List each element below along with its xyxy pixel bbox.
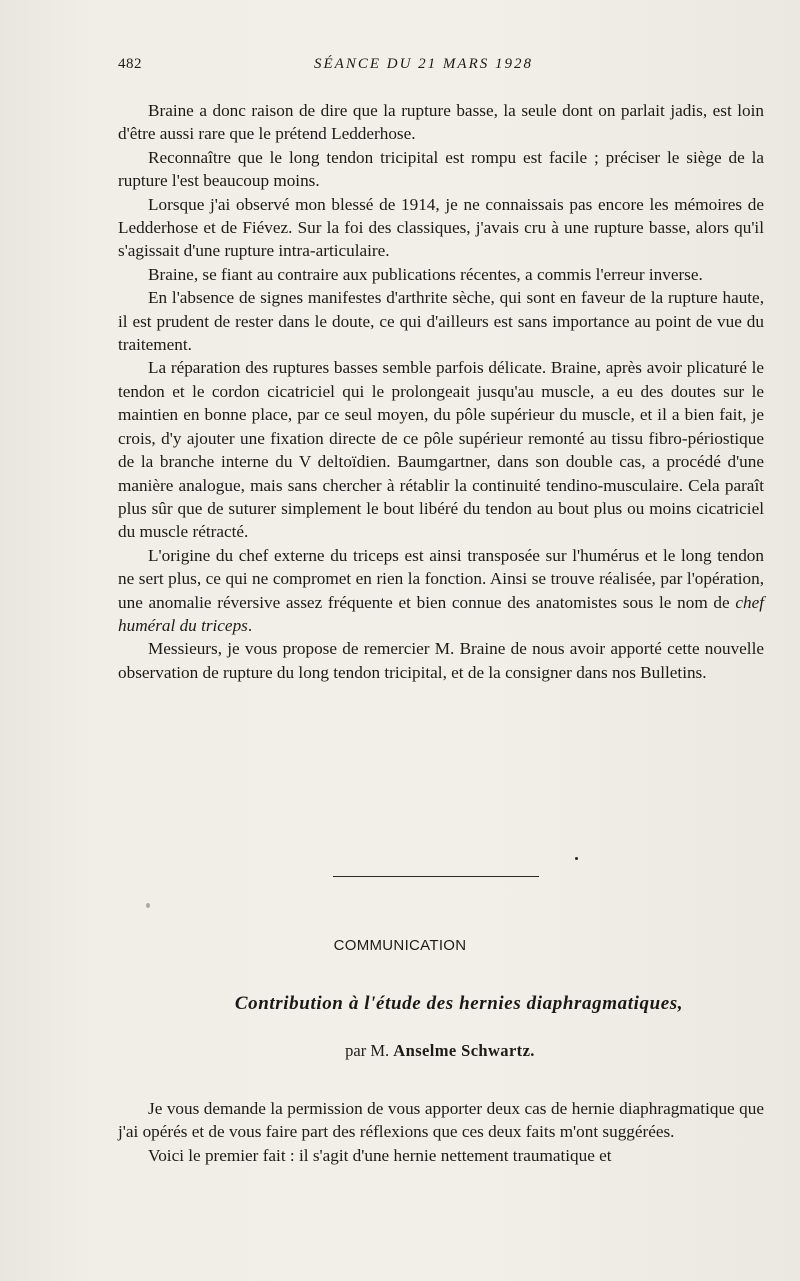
body-text [118, 99, 764, 684]
section-label: COMMUNICATION [333, 937, 467, 954]
byline-prefix: par M. [345, 1041, 390, 1060]
paragraph: En l'absence de signes manifestes d'arthrite sèche, qui sont en faveur de la rupture haute, il est prudent de rester dans le doute, ce qui d'ailleurs est sans importance au point de vue du traitement. [118, 288, 764, 355]
section-divider [333, 876, 539, 877]
italic-term: chef huméral du triceps [118, 592, 764, 635]
paragraph: Reconnaître que le long tendon tricipital est rompu est facile ; préciser le siège de la rupture l'est beaucoup moins. [118, 147, 764, 191]
dust-speck [575, 857, 578, 860]
page-number: 482 [118, 56, 142, 72]
running-head-title: SÉANCE DU 21 MARS 1928 [314, 56, 533, 72]
paragraph: Braine a donc raison de dire que la rupture basse, la seule dont on parlait jadis, est loin d'être aussi rare que le prétend Ledderhose. [118, 101, 764, 144]
paragraph-text: L'origine du chef externe du triceps est ainsi transposée sur l'humérus et le long tendon ne sert plus, ce qui ne compromet en rien la fonction. Ainsi se trouve réalisée, par l'opération, une anomalie réversive assez fréquente et bien connue des anatomistes sous le nom de [118, 545, 764, 612]
paragraph: Lorsque j'ai observé mon blessé de 1914, je ne connaissais pas encore les mémoires de Ledderhose et de Fiévez. Sur la foi des classiques, j'avais cru à une rupture basse, alors qu'il s'agissait d'une rupture intra-articulaire. [118, 194, 764, 261]
byline [0, 1041, 800, 1061]
author-name: Anselme Schwartz. [393, 1041, 535, 1060]
paragraph: La réparation des ruptures basses semble parfois délicate. Braine, après avoir plicaturé le tendon et le cordon cicatriciel qui le prolongeait jusqu'au muscle, a eu des doutes sur le maintien en bonne place, par ce seul moyen, du pôle supérieur du muscle, et il a bien fait, je crois, d'y ajouter une fixation directe de ce pôle supérieur remonté au tissu fibro-périostique de la branche interne du V deltoïdien. Baumgartner, dans son double cas, a procédé d'une manière analogue, mais sans chercher à rétablir la continuité tendino-musculaire. Cela paraît plus sûr que de suturer simplement le bout libéré du tendon au bout plus ou moins cicatriciel du muscle rétracté. [118, 358, 764, 542]
paragraph: Je vous demande la permission de vous apporter deux cas de hernie diaphragmatique que j'ai opérés et de vous faire part des réflexions que ces deux faits m'ont suggérées. [118, 1099, 764, 1142]
communication-text [118, 1097, 764, 1167]
dust-speck [146, 903, 150, 908]
paragraph-end: . [247, 615, 253, 635]
paragraph: Voici le premier fait : il s'agit d'une hernie nettement traumatique et [148, 1145, 612, 1165]
running-head [118, 56, 768, 80]
article-title: Contribution à l'étude des hernies diaphragmatiques, [234, 993, 684, 1014]
closing-paragraph: Messieurs, je vous propose de remercier M. Braine de nous avoir apporté cette nouvelle observation de rupture du long tendon tricipital, et de la consigner dans nos Bulletins. [118, 639, 764, 682]
paragraph: Braine, se fiant au contraire aux publications récentes, a commis l'erreur inverse. [148, 264, 703, 284]
paragraph-chef-humeral [118, 544, 764, 638]
